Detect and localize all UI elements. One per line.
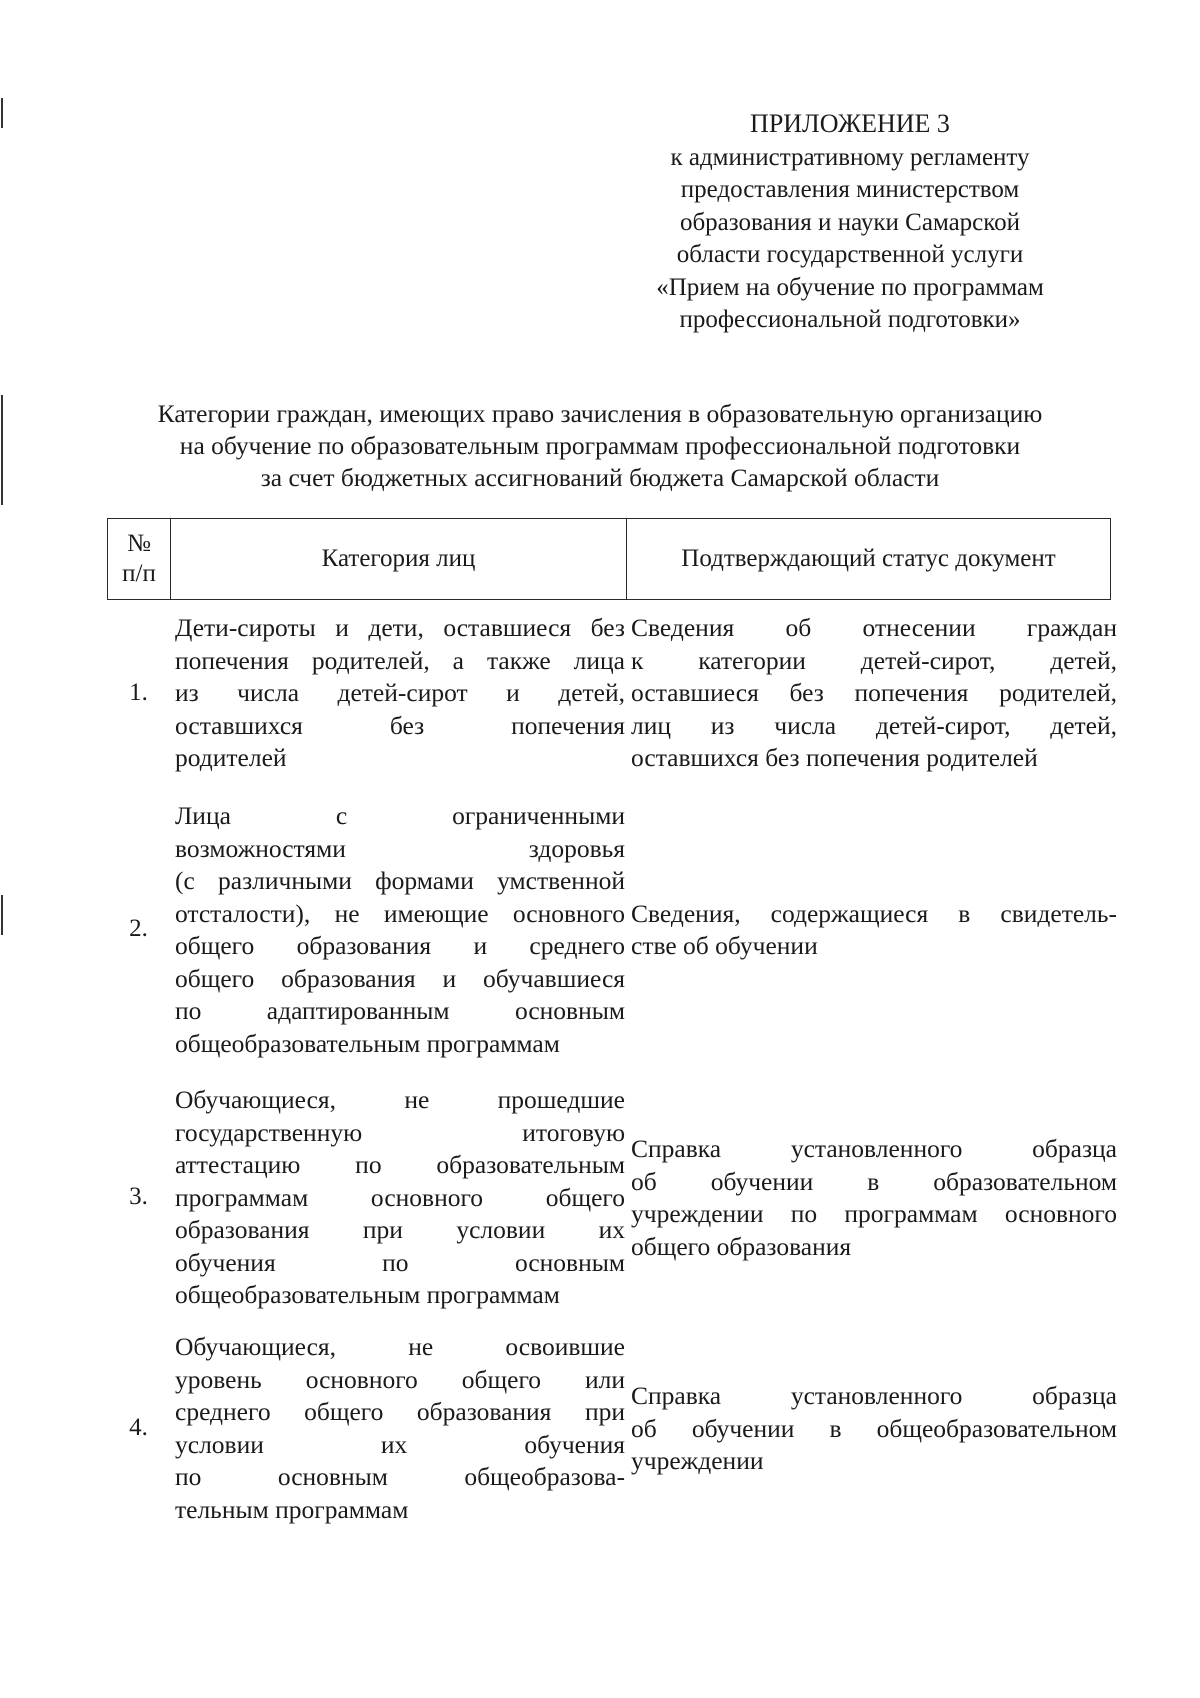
category-line: Обучающиеся, не освоившие bbox=[175, 1332, 625, 1361]
appendix-line: предоставления министерством bbox=[680, 176, 1020, 203]
document-line: общего образования bbox=[631, 1231, 852, 1261]
document-line: Справка установленного образца bbox=[631, 1134, 1117, 1163]
header-num-line2: п/п bbox=[122, 560, 156, 587]
category-line: общеобразовательным программам bbox=[175, 1028, 560, 1058]
category-line: Лица с ограниченными bbox=[175, 801, 625, 830]
document-line: Справка установленного образца bbox=[631, 1381, 1117, 1410]
scan-edge-mark bbox=[1, 895, 3, 935]
category-line: попечения родителей, а также лица bbox=[175, 645, 625, 675]
row-number: 3. bbox=[129, 1183, 148, 1210]
row-document bbox=[631, 612, 1117, 775]
category-line: оставшихся без попечения bbox=[175, 710, 625, 740]
category-line: Обучающиеся, не прошедшие bbox=[175, 1085, 625, 1114]
category-line: общего образования и обучавшиеся bbox=[175, 963, 625, 993]
category-line: уровень основного общего или bbox=[175, 1364, 625, 1394]
appendix-line: области государственной услуги bbox=[676, 241, 1024, 268]
category-line: общего образования и среднего bbox=[175, 931, 625, 960]
document-line: Сведения, содержащиеся в свидетель- bbox=[631, 898, 1117, 928]
category-line: родителей bbox=[175, 743, 287, 772]
document-line: учреждении по программам основного bbox=[631, 1199, 1117, 1228]
header-category: Категория лиц bbox=[171, 519, 627, 599]
category-line: государственную итоговую bbox=[175, 1117, 625, 1147]
row-number: 2. bbox=[129, 915, 148, 942]
category-line: Дети-сироты и дети, оставшиеся без bbox=[175, 613, 625, 642]
row-category bbox=[175, 800, 625, 1060]
appendix-heading: ПРИЛОЖЕНИЕ 3 bbox=[750, 109, 950, 138]
document-line: об обучении в общеобразовательном bbox=[631, 1413, 1117, 1443]
row-number: 1. bbox=[129, 679, 148, 706]
category-line: образования при условии их bbox=[175, 1215, 625, 1244]
row-category bbox=[175, 612, 625, 775]
appendix-block bbox=[600, 108, 1100, 337]
category-line: тельным программам bbox=[175, 1494, 409, 1524]
header-document: Подтверждающий статус документ bbox=[681, 545, 1056, 572]
appendix-line: профессиональной подготовки» bbox=[679, 306, 1021, 333]
document-title bbox=[100, 398, 1100, 494]
category-line: возможностями здоровья bbox=[175, 833, 625, 863]
row-number: 4. bbox=[129, 1414, 148, 1441]
header-num-line1: № bbox=[127, 530, 151, 557]
category-line: общеобразовательным программам bbox=[175, 1280, 560, 1309]
scan-edge-mark bbox=[1, 98, 3, 128]
document-line: учреждении bbox=[631, 1446, 764, 1475]
category-line: из числа детей-сирот и детей, bbox=[175, 678, 625, 707]
row-document bbox=[631, 1380, 1117, 1478]
table-header bbox=[107, 518, 1111, 600]
appendix-line: образования и науки Самарской bbox=[679, 208, 1021, 236]
category-line: обучения по основным bbox=[175, 1247, 625, 1277]
document-line: Сведения об отнесении граждан bbox=[631, 613, 1117, 642]
appendix-line: «Прием на обучение по программам bbox=[656, 273, 1044, 301]
document-line: стве об обучении bbox=[631, 931, 818, 960]
category-line: отсталости), не имеющие основного bbox=[175, 898, 625, 928]
title-line: на обучение по образовательным программам профессиональной подготовки bbox=[179, 431, 1021, 460]
category-line: аттестацию по образовательным bbox=[175, 1150, 625, 1179]
appendix-line: к административному регламенту bbox=[670, 143, 1030, 171]
header-num bbox=[108, 519, 171, 599]
document-line: оставшиеся без попечения родителей, bbox=[631, 678, 1117, 707]
document-line: к категории детей-сирот, детей, bbox=[631, 645, 1117, 675]
category-line: по адаптированным основным bbox=[175, 996, 625, 1025]
category-line: (с различными формами умственной bbox=[175, 866, 625, 895]
row-category bbox=[175, 1331, 625, 1526]
document-line: об обучении в образовательном bbox=[631, 1166, 1117, 1196]
row-document bbox=[631, 1133, 1117, 1263]
category-line: по основным общеобразова- bbox=[175, 1462, 625, 1491]
category-line: условии их обучения bbox=[175, 1429, 625, 1459]
document-line: лиц из числа детей-сирот, детей, bbox=[631, 710, 1117, 740]
category-line: программам основного общего bbox=[175, 1182, 625, 1212]
category-line: среднего общего образования при bbox=[175, 1397, 625, 1426]
title-line: Категории граждан, имеющих право зачисления в образовательную организацию bbox=[157, 399, 1043, 428]
scan-edge-mark bbox=[1, 395, 3, 505]
row-document bbox=[631, 898, 1117, 963]
title-line: за счет бюджетных ассигнований бюджета Самарской области bbox=[260, 463, 940, 492]
document-line: оставшихся без попечения родителей bbox=[631, 743, 1038, 772]
row-category bbox=[175, 1084, 625, 1312]
